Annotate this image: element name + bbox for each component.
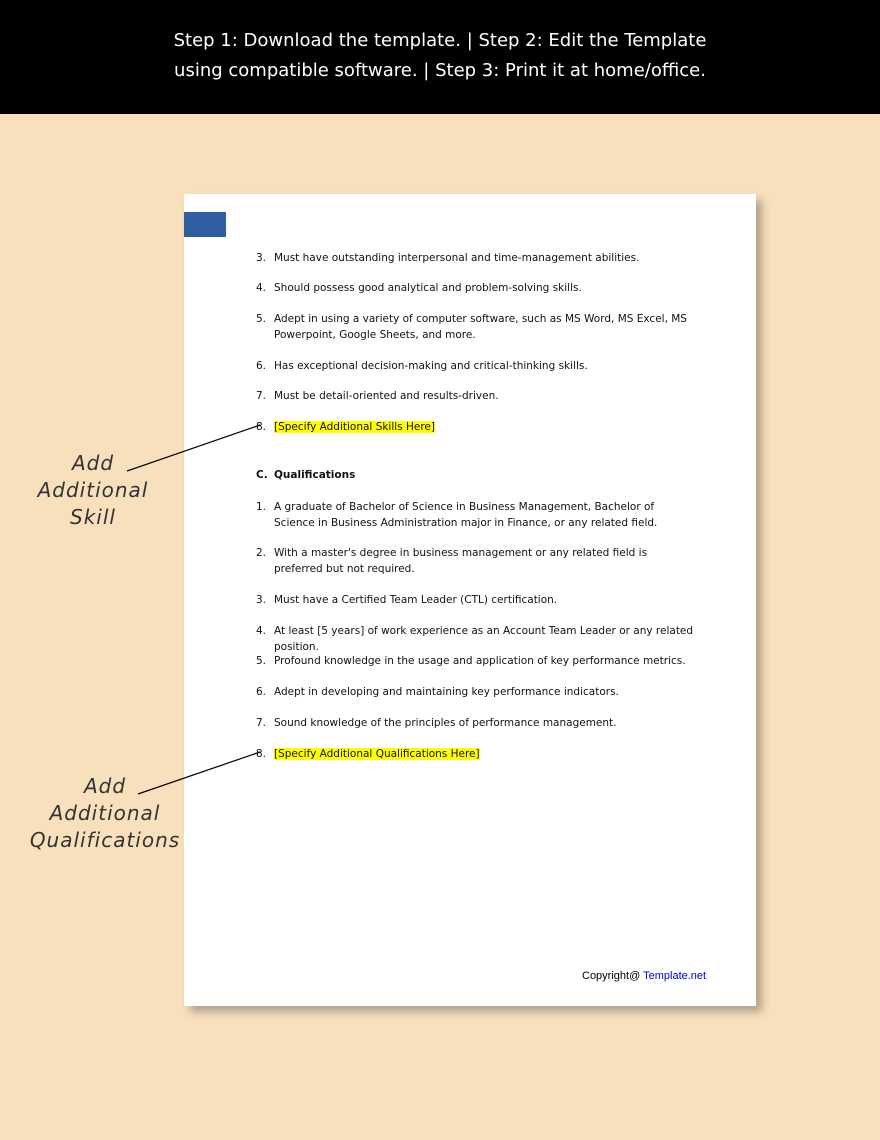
banner-line-1: Step 1: Download the template. | Step 2: Edit the Template [173,30,707,51]
skill-item-5: 5. Adept in using a variety of computer software, such as MS Word, MS Excel, MS Powerpoint, Google Sheets, and more. [256,313,687,341]
callout-line: Qualifications [29,828,181,852]
callout-line: Add [83,774,127,798]
highlighted-placeholder[interactable]: [Specify Additional Skills Here] [274,421,435,433]
skill-item-3: 3. Must have outstanding interpersonal and time-management abilities. [256,252,640,264]
qualifications-heading: C. Qualifications [256,469,356,481]
qualification-item-5: 5. Profound knowledge in the usage and application of key performance metrics. [256,655,686,667]
skill-item-4: 4. Should possess good analytical and problem-solving skills. [256,282,582,294]
qualification-item-1: 1. A graduate of Bachelor of Science in Business Management, Bachelor of Science in Business Administration major in Finance, or any related field. [256,501,658,529]
qualification-item-8-placeholder[interactable]: 8. [Specify Additional Qualifications Here] [256,748,480,760]
qualification-item-3: 3. Must have a Certified Team Leader (CTL) certification. [256,594,558,606]
qualification-item-7: 7. Sound knowledge of the principles of performance management. [256,717,617,729]
banner-line-2: using compatible software. | Step 3: Print it at home/office. [174,60,706,81]
qualifications-connector-line [138,752,260,794]
qualification-item-4: 4. At least [5 years] of work experience as an Account Team Leader or any related position. [256,625,694,653]
callout-line: Skill [70,505,116,529]
skill-item-8-placeholder[interactable]: 8. [Specify Additional Skills Here] [256,421,435,433]
callout-line: Additional [49,801,161,825]
callout-line: Additional [37,478,149,502]
callout-line: Add [71,451,115,475]
skill-item-7: 7. Must be detail-oriented and results-driven. [256,390,499,402]
template-net-link[interactable]: Template.net [643,970,707,982]
qualification-item-6: 6. Adept in developing and maintaining key performance indicators. [256,686,619,698]
highlighted-placeholder[interactable]: [Specify Additional Qualifications Here] [274,748,480,760]
qualification-item-2: 2. With a master's degree in business management or any related field is preferred but not required. [256,547,648,575]
copyright-prefix: Copyright@ [582,970,644,982]
skill-connector-line [127,425,260,471]
skill-item-6: 6. Has exceptional decision-making and critical-thinking skills. [256,360,588,372]
